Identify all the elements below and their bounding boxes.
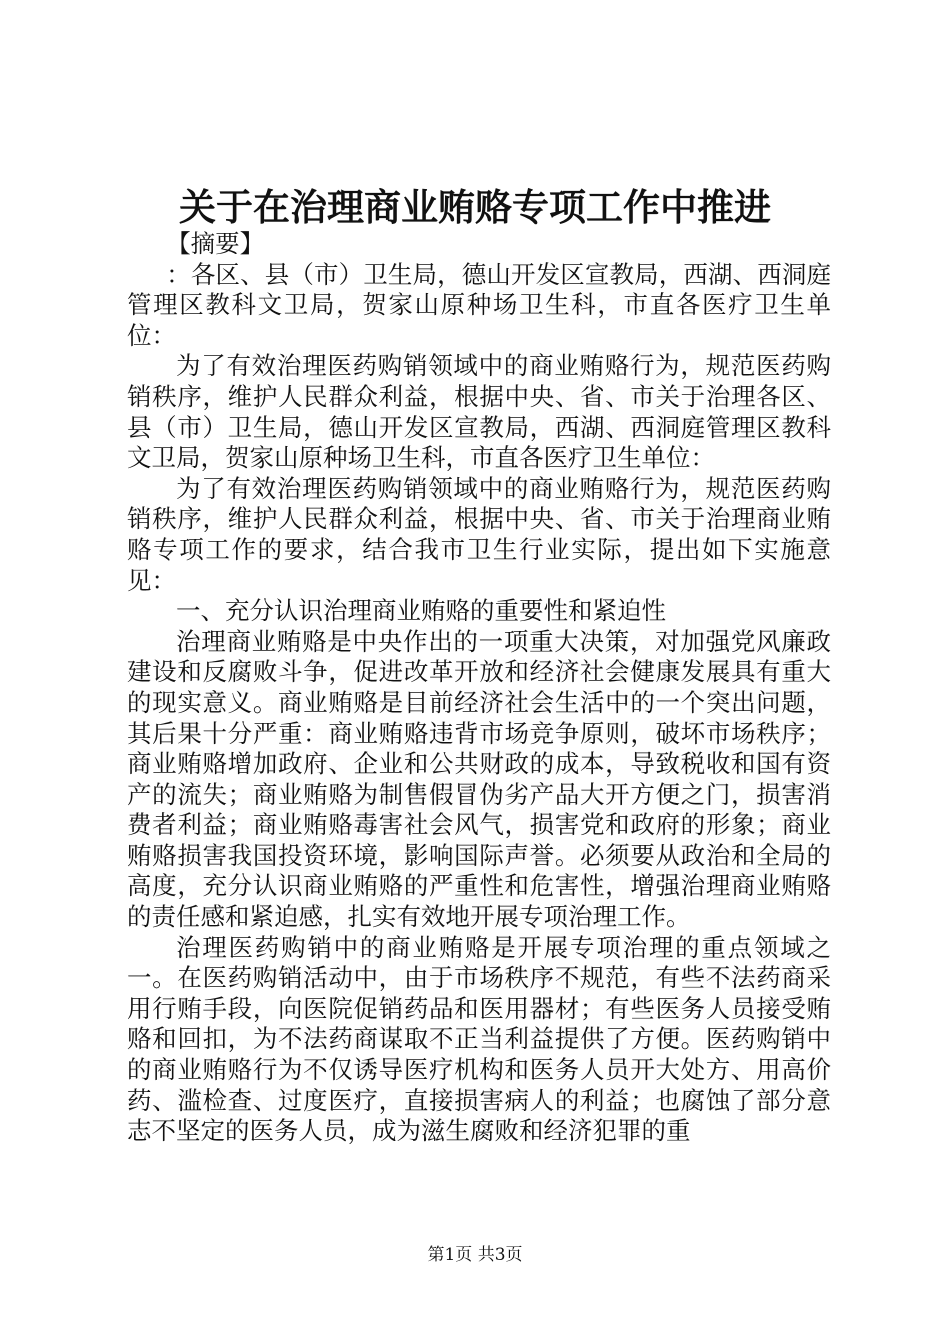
abstract-label: 【摘要】 [166,229,265,258]
paragraph-purpose-2: 为了有效治理医药购销领域中的商业贿赂行为，规范医药购销秩序，维护人民群众利益，根据中央、省、市关于治理商业贿赂专项工作的要求，结合我市卫生行业实际，提出如下实施意见： [127,473,831,595]
paragraph-purpose-1: 为了有效治理医药购销领域中的商业贿赂行为，规范医药购销秩序，维护人民群众利益，根据中央、省、市关于治理各区、县（市）卫生局，德山开发区宣教局，西湖、西洞庭管理区教科文卫局，贺家山原种场卫生科，市直各医疗卫生单位： [127,351,831,473]
document-body [127,229,831,1147]
section-heading-1: 一、充分认识治理商业贿赂的重要性和紧迫性 [176,596,666,626]
page-footer: 第1页 共3页 [427,1245,523,1265]
paragraph-medical-field: 治理医药购销中的商业贿赂是开展专项治理的重点领域之一。在医药购销活动中，由于市场秩序不规范，有些不法药商采用行贿手段，向医院促销药品和医用器材；有些医务人员接受贿赂和回扣，为不法药商谋取不正当利益提供了方便。医药购销中的商业贿赂行为不仅诱导医疗机构和医务人员开大处方、用高价药、滥检查、过度医疗，直接损害病人的利益；也腐蚀了部分意志不坚定的医务人员，成为滋生腐败和经济犯罪的重 [127,932,831,1146]
paragraph-significance: 治理商业贿赂是中央作出的一项重大决策，对加强党风廉政建设和反腐败斗争，促进改革开放和经济社会健康发展具有重大的现实意义。商业贿赂是目前经济社会生活中的一个突出问题，其后果十分严重：商业贿赂违背市场竞争原则，破坏市场秩序；商业贿赂增加政府、企业和公共财政的成本，导致税收和国有资产的流失；商业贿赂为制售假冒伪劣产品大开方便之门，损害消费者利益；商业贿赂毒害社会风气，损害党和政府的形象；商业贿赂损害我国投资环境，影响国际声誉。必须要从政治和全局的高度，充分认识商业贿赂的严重性和危害性，增强治理商业贿赂的责任感和紧迫感，扎实有效地开展专项治理工作。 [127,626,831,932]
paragraph-addressee: ：各区、县（市）卫生局，德山开发区宣教局，西湖、西洞庭管理区教科文卫局，贺家山原种场卫生科，市直各医疗卫生单位： [127,259,831,350]
document-title: 关于在治理商业贿赂专项工作中推进 [179,186,771,229]
